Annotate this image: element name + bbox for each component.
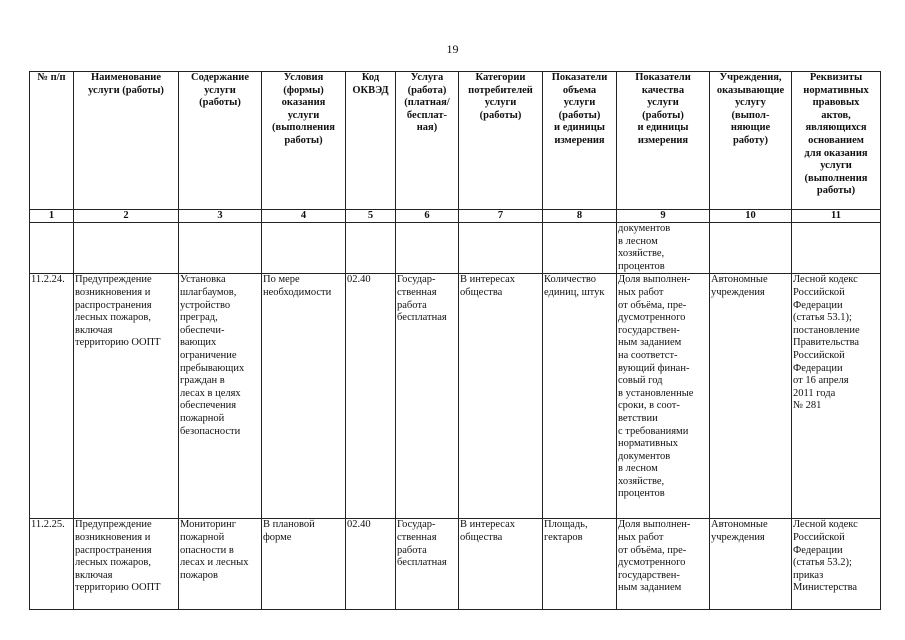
column-number: 4 xyxy=(262,210,346,223)
volume-indicator-cell: Площадь, гектаров xyxy=(543,519,617,610)
page-number: 19 xyxy=(446,42,459,56)
header-row xyxy=(30,72,881,210)
legal-basis-cell: Лесной кодекс Российской Федерации (статья 53.1); постановление Правительства Российской Федерации от 16 апреля 2011 года № 281 xyxy=(792,274,881,519)
header-cell: Содержание услуги (работы) xyxy=(179,72,262,210)
header-cell: Учреждения, оказывающие услугу (выпол- няющие работу) xyxy=(710,72,792,210)
consumer-category-cell: В интересах общества xyxy=(459,274,543,519)
column-number: 5 xyxy=(346,210,396,223)
column-number: 11 xyxy=(792,210,881,223)
service-type-cell: Государ- ственная работа бесплатная xyxy=(396,274,459,519)
column-number: 8 xyxy=(543,210,617,223)
table-cell xyxy=(710,223,792,274)
consumer-category-cell: В интересах общества xyxy=(459,519,543,610)
okved-code-cell: 02.40 xyxy=(346,519,396,610)
table-cell xyxy=(74,223,179,274)
table-row xyxy=(30,274,881,519)
row-number-cell: 11.2.25. xyxy=(30,519,74,610)
service-name-cell: Предупреждение возникновения и распространения лесных пожаров, включая территорию ООПТ xyxy=(74,274,179,519)
legal-basis-cell: Лесной кодекс Российской Федерации (статья 53.2); приказ Министерства xyxy=(792,519,881,610)
conditions-cell: В плановой форме xyxy=(262,519,346,610)
header-cell: Показатели объема услуги (работы) и единицы измерения xyxy=(543,72,617,210)
table-cell xyxy=(543,223,617,274)
header-cell: Код ОКВЭД xyxy=(346,72,396,210)
table-row xyxy=(30,519,881,610)
table-cell xyxy=(30,223,74,274)
header-cell: Наименование услуги (работы) xyxy=(74,72,179,210)
column-number: 6 xyxy=(396,210,459,223)
header-cell: Показатели качества услуги (работы) и единицы измерения xyxy=(617,72,710,210)
header-cell: № п/п xyxy=(30,72,74,210)
institution-cell: Автономные учреждения xyxy=(710,274,792,519)
column-number: 9 xyxy=(617,210,710,223)
header-cell: Условия (формы) оказания услуги (выполнения работы) xyxy=(262,72,346,210)
header-cell: Категории потребителей услуги (работы) xyxy=(459,72,543,210)
service-content-cell: Установка шлагбаумов, устройство преград, обеспечи- вающих ограничение пребывающих граждан в лесах в целях обеспечения пожарной безопасности xyxy=(179,274,262,519)
table-cell xyxy=(262,223,346,274)
column-number: 7 xyxy=(459,210,543,223)
column-number: 2 xyxy=(74,210,179,223)
service-type-cell: Государ- ственная работа бесплатная xyxy=(396,519,459,610)
service-name-cell: Предупреждение возникновения и распространения лесных пожаров, включая территорию ООПТ xyxy=(74,519,179,610)
table-cell xyxy=(346,223,396,274)
header-cell: Реквизиты нормативных правовых актов, являющихся основанием для оказания услуги (выполнения работы) xyxy=(792,72,881,210)
quality-indicator-cell: Доля выполнен- ных работ от объёма, пре- дусмотренного государствен- ным заданием на соответст- вующий финан- совый год в установленные сроки, в соот- ветствии с требованиями нормативных документов в лесном хозяйстве, процентов xyxy=(617,274,710,519)
service-content-cell: Мониторинг пожарной опасности в лесах и лесных пожаров xyxy=(179,519,262,610)
column-number: 3 xyxy=(179,210,262,223)
table-cell xyxy=(459,223,543,274)
okved-code-cell: 02.40 xyxy=(346,274,396,519)
continuation-row xyxy=(30,223,881,274)
table-cell: документов в лесном хозяйстве, процентов xyxy=(617,223,710,274)
row-number-cell: 11.2.24. xyxy=(30,274,74,519)
volume-indicator-cell: Количество единиц, штук xyxy=(543,274,617,519)
conditions-cell: По мере необходимости xyxy=(262,274,346,519)
quality-indicator-cell: Доля выполнен- ных работ от объёма, пре- дусмотренного государствен- ным заданием xyxy=(617,519,710,610)
column-number: 1 xyxy=(30,210,74,223)
table-cell xyxy=(396,223,459,274)
column-number-row xyxy=(30,210,881,223)
institution-cell: Автономные учреждения xyxy=(710,519,792,610)
column-number: 10 xyxy=(710,210,792,223)
services-table xyxy=(29,71,881,610)
table-cell xyxy=(179,223,262,274)
header-cell: Услуга (работа) (платная/ бесплат- ная) xyxy=(396,72,459,210)
table-cell xyxy=(792,223,881,274)
